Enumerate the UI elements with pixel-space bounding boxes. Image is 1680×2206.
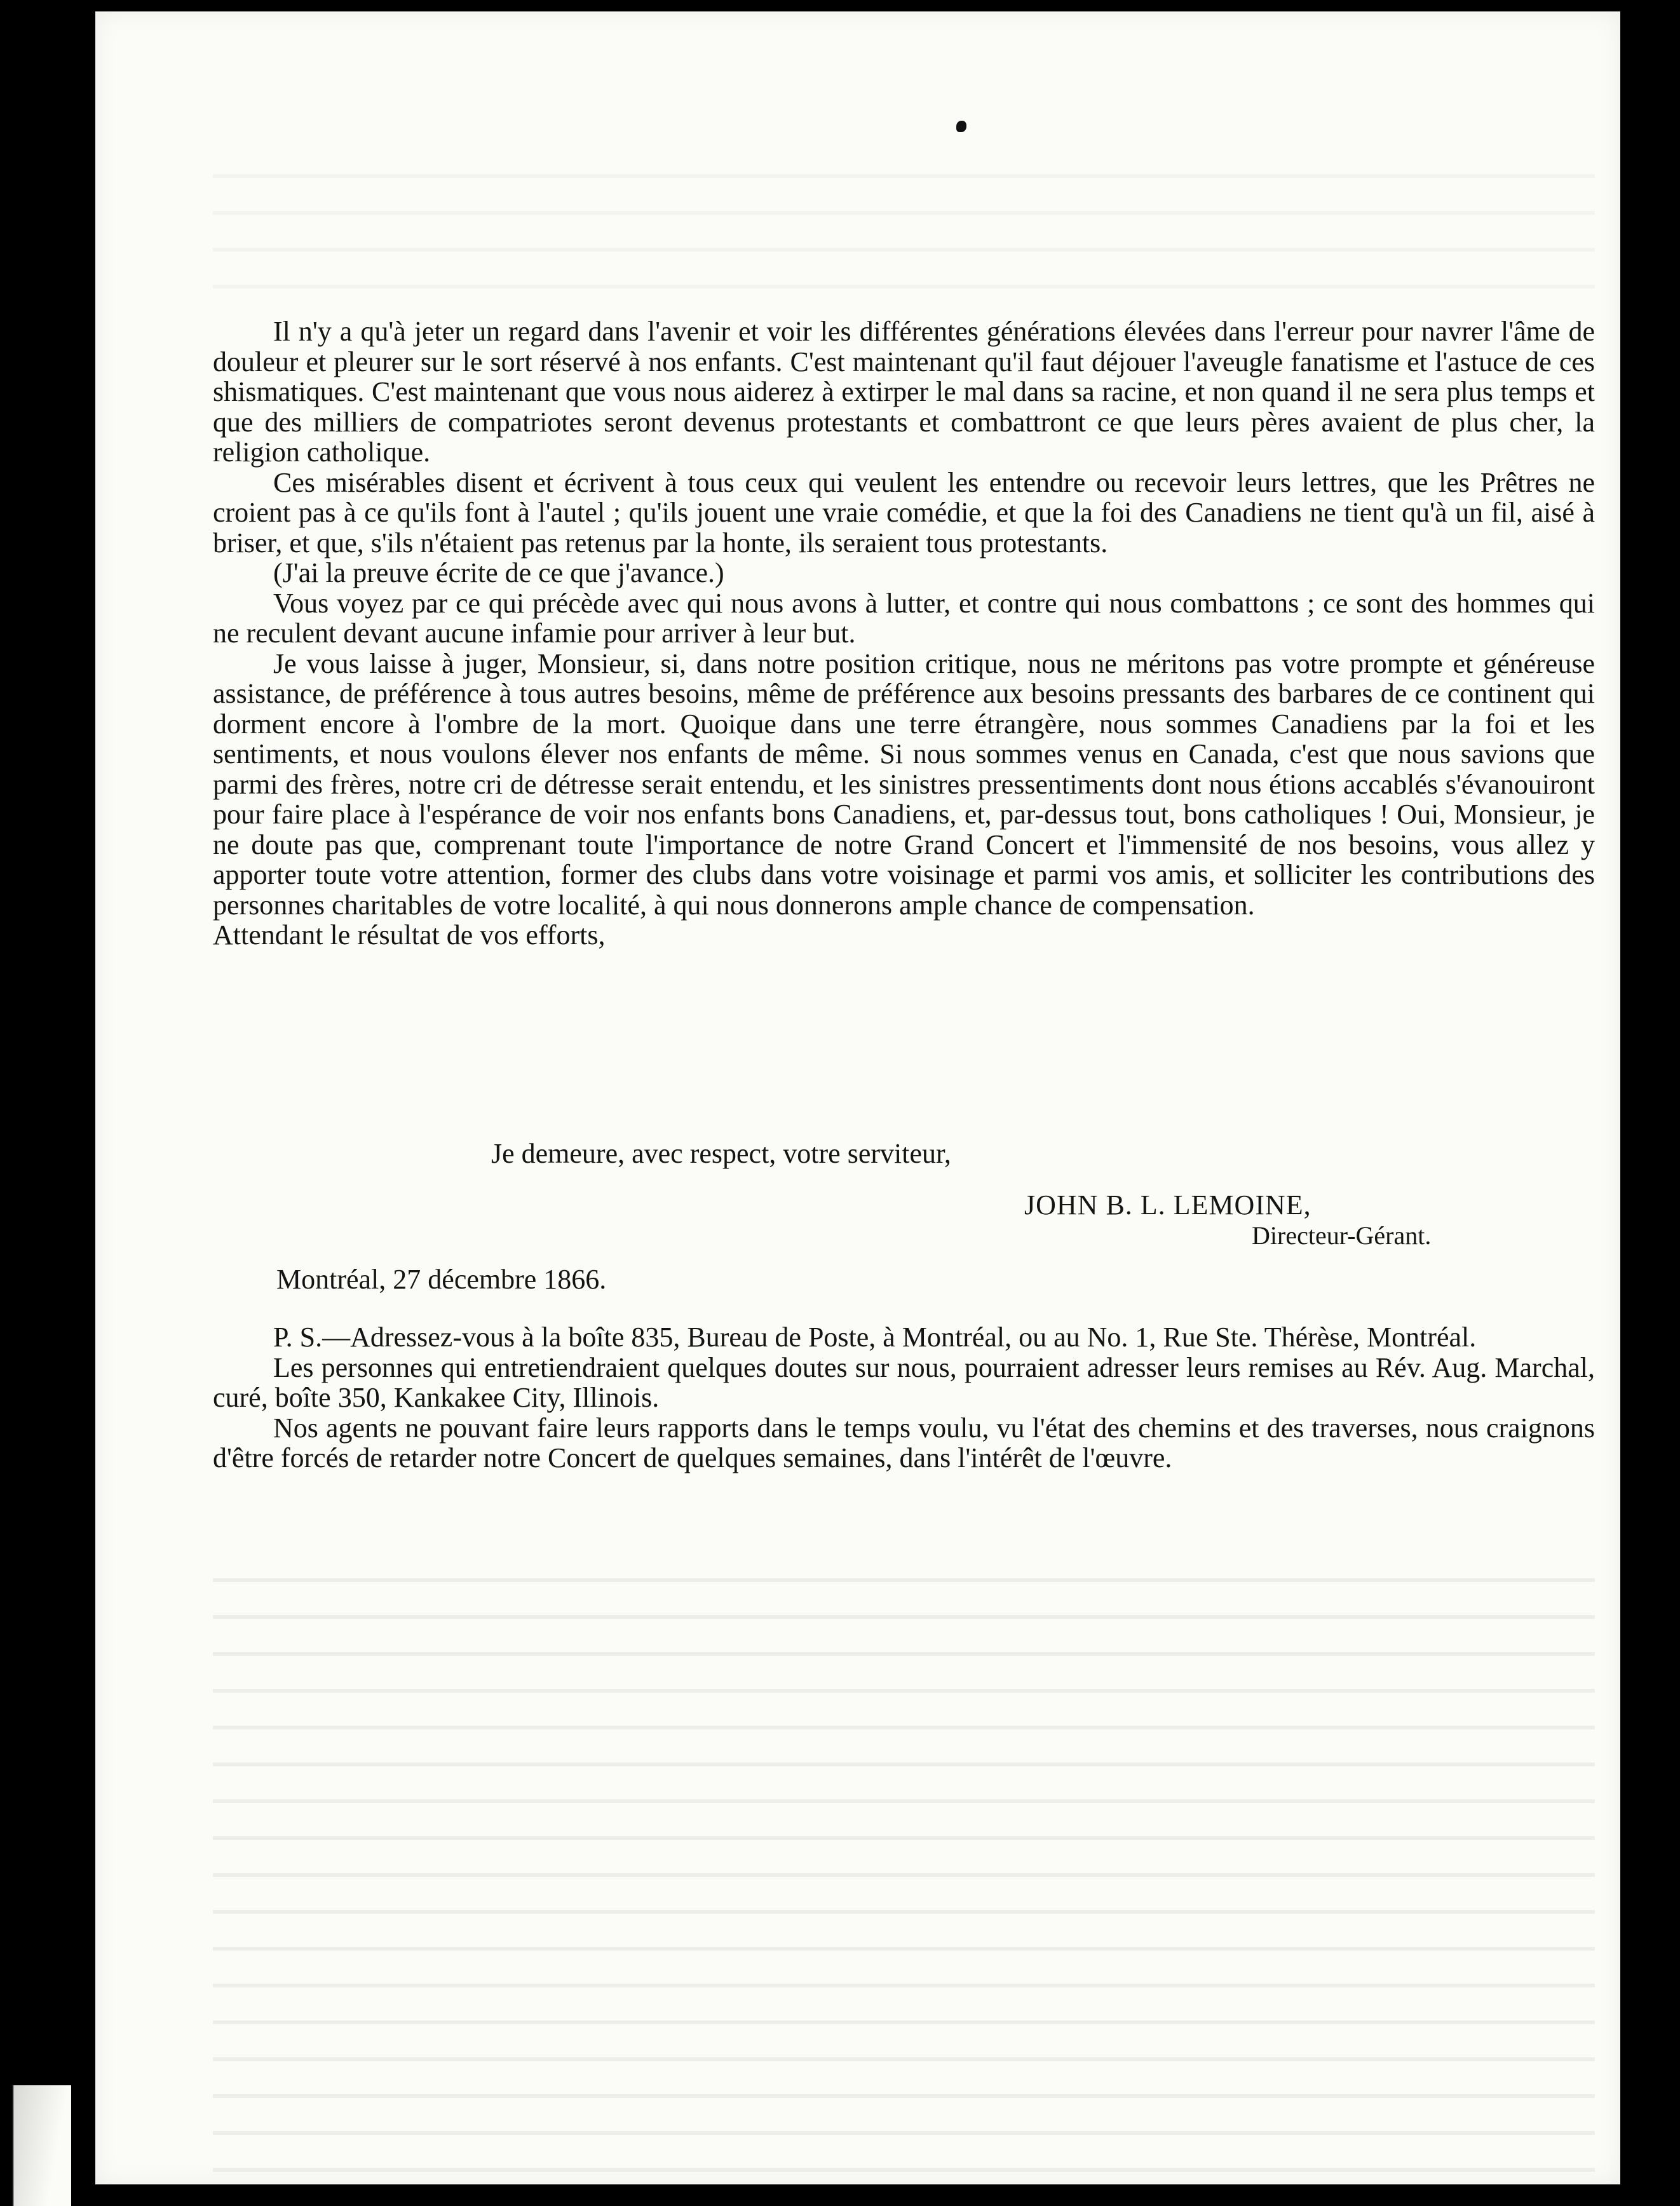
show-through-text <box>213 1555 1595 2191</box>
paragraph-3: (J'ai la preuve écrite de ce que j'avance.) <box>273 557 724 588</box>
page-fold <box>13 2085 71 2206</box>
paragraph-5: Je vous laisse à juger, Monsieur, si, dans notre position critique, nous ne méritons pas votre prompte et généreuse assistance, de préférence à tous autres besoins, même de préférence aux besoins pressants des barbares de ce continent qui dorment encore à l'ombre de la mort. Quoique dans une terre étrangère, nous sommes Canadiens par la foi et les sentiments, et nous voulons élever nos enfants de même. Si nous sommes venus en Canada, c'est que nous savions que parmi des frères, notre cri de détresse serait entendu, et les sinistres pressentiments dont nous étions accablés s'évanouiront pour faire place à l'espérance de voir nos enfants bons Canadiens, et, par-dessus tout, bons catholiques ! Oui, Monsieur, je ne doute pas que, comprenant toute l'importance de notre Grand Concert et l'immensité de nos besoins, vous allez y apporter toute votre attention, former des clubs dans votre voisinage et parmi vos amis, et solliciter les contributions des personnes charitables de votre localité, à qui nous donnerons ample chance de compensation. <box>213 647 1595 921</box>
paragraph-6: Attendant le résultat de vos efforts, <box>213 919 606 951</box>
signature-name: JOHN B. L. LEMOINE, <box>1024 1189 1311 1221</box>
postscript <box>213 1322 1595 1473</box>
signature-title: Directeur-Gérant. <box>1252 1221 1432 1250</box>
paragraph-2: Ces misérables disent et écrivent à tous ceux qui veulent les entendre ou recevoir leurs lettres, que les Prêtres ne croient pas à ce qu'ils font à l'autel ; qu'ils jouent une vraie comédie, et que la foi des Canadiens ne tient qu'à un fil, aisé à briser, et que, s'ils n'étaient pas retenus par la honte, ils seraient tous protestants. <box>213 466 1595 558</box>
postscript-paragraph-1: P. S.—Adressez-vous à la boîte 835, Bureau de Poste, à Montréal, ou au No. 1, Rue Ste. Thérèse, Montréal. <box>273 1322 1477 1353</box>
closing-line: Je demeure, avec respect, votre serviteur, <box>491 1138 951 1169</box>
page-mark <box>956 121 966 132</box>
paragraph-4: Vous voyez par ce qui précède avec qui nous avons à lutter, et contre qui nous combattons ; ce sont des hommes qui ne reculent devant aucune infamie pour arriver à leur but. <box>213 587 1595 649</box>
postscript-paragraph-2: Les personnes qui entretiendraient quelques doutes sur nous, pourraient adresser leurs remises au Rév. Aug. Marchal, curé, boîte 350, Kankakee City, Illinois. <box>213 1351 1595 1413</box>
paragraph-1: Il n'y a qu'à jeter un regard dans l'avenir et voir les différentes générations élevées dans l'erreur pour navrer l'âme de douleur et pleurer sur le sort réservé à nos enfants. C'est maintenant qu'il faut déjouer l'aveugle fanatisme et l'astuce de ces shismatiques. C'est maintenant que vous nous aiderez à extirper le mal dans sa racine, et non quand il ne sera plus temps et que des milliers de compatriotes seront devenus protestants et combattront ce que leurs pères avaient de plus cher, la religion catholique. <box>213 316 1595 468</box>
document-page <box>95 11 1620 2184</box>
show-through-text <box>213 151 1595 297</box>
letter-body <box>213 316 1595 951</box>
postscript-paragraph-3: Nos agents ne pouvant faire leurs rapports dans le temps voulu, vu l'état des chemins et des traverses, nous craignons d'être forcés de retarder notre Concert de quelques semaines, dans l'intérêt de l'œuvre. <box>213 1412 1595 1473</box>
date-line: Montréal, 27 décembre 1866. <box>276 1264 607 1295</box>
